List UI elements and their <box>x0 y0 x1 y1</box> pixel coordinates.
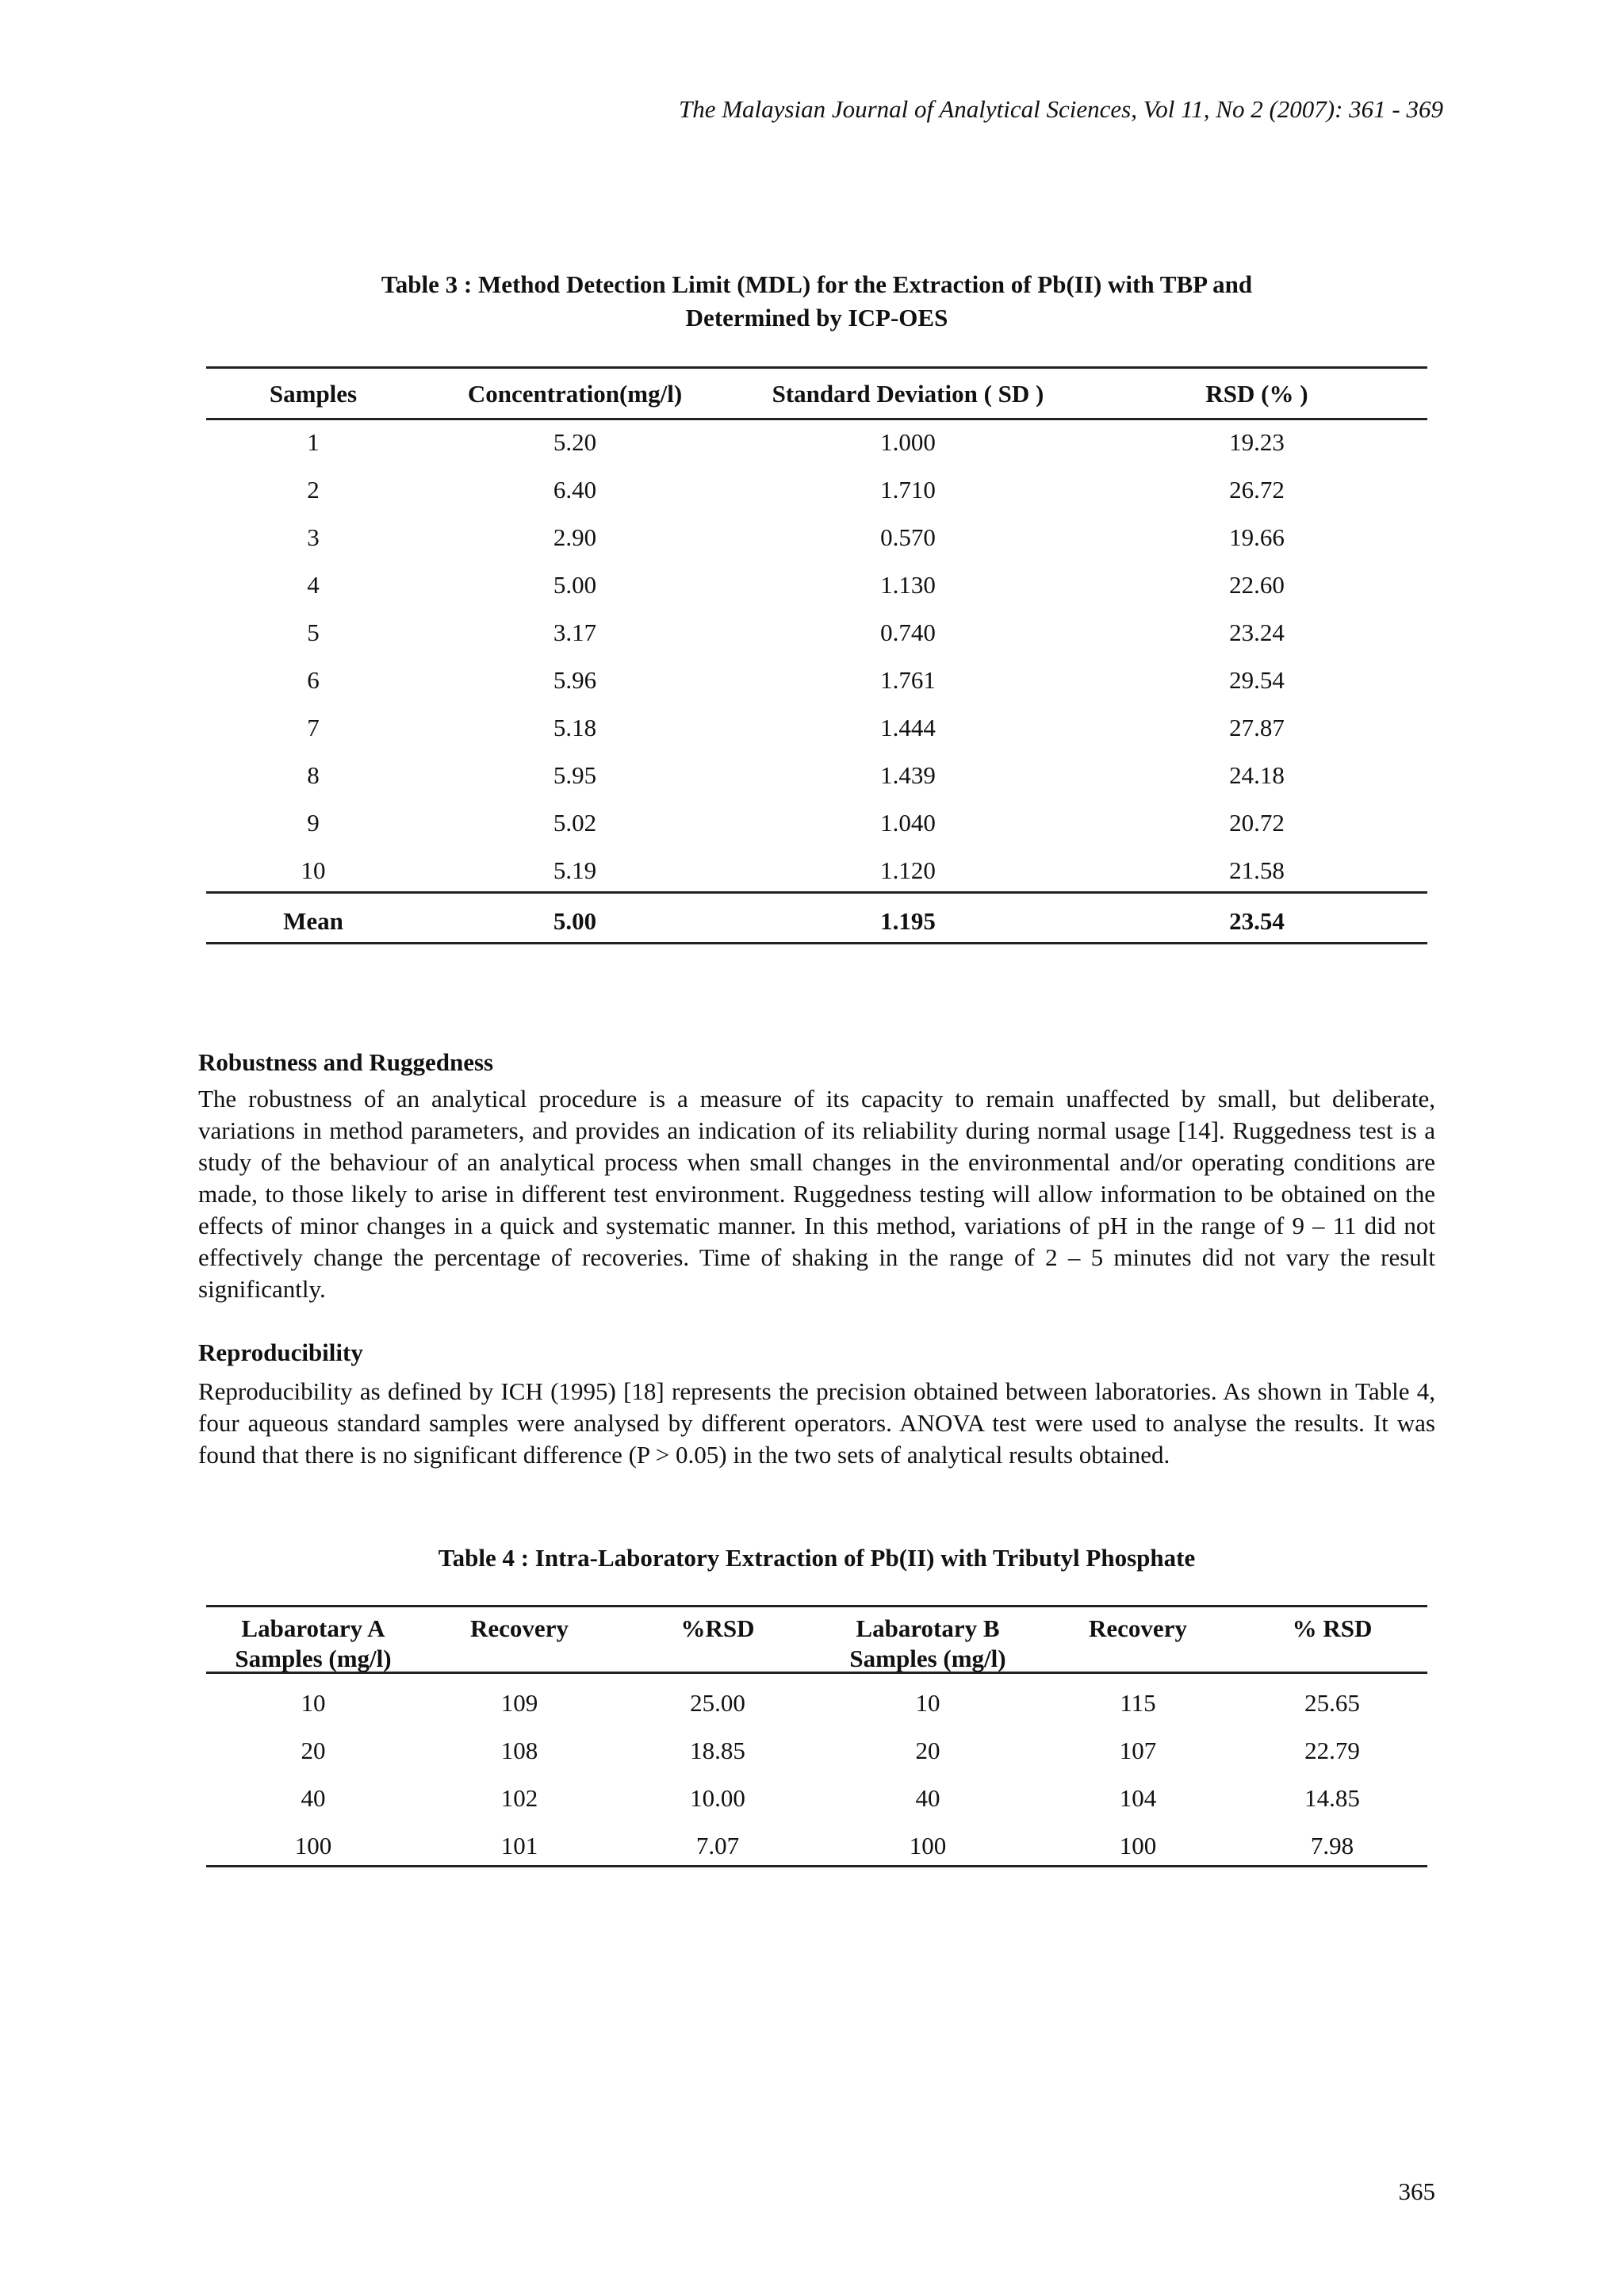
table-row <box>206 609 1427 657</box>
table3-caption-line1: Table 3 : Method Detection Limit (MDL) for the Extraction of Pb(II) with TBP and <box>381 270 1253 298</box>
table-cell: 18.85 <box>690 1737 745 1764</box>
header-line: Samples (mg/l) <box>235 1645 392 1672</box>
table-cell: 0.570 <box>880 523 936 551</box>
table3-top-rule <box>206 366 1427 369</box>
header-line <box>1237 1644 1427 1674</box>
table-cell: 6 <box>307 666 320 694</box>
header-line: Labarotary B <box>856 1614 1000 1642</box>
table-row <box>206 1775 1427 1822</box>
table-cell: 1.120 <box>880 856 936 884</box>
journal-header: The Malaysian Journal of Analytical Sciences, Vol 11, No 2 (2007): 361 - 369 <box>678 95 1443 123</box>
table-cell: 1 <box>307 428 320 456</box>
table4-col-lab-b-samples <box>817 1608 1039 1679</box>
table-row <box>206 657 1427 704</box>
table3-caption <box>206 268 1427 335</box>
table3-col-concentration: Concentration(mg/l) <box>467 380 683 408</box>
table-cell: 14.85 <box>1304 1784 1360 1812</box>
table-cell: 5.02 <box>553 809 597 837</box>
table-cell: 23.24 <box>1229 618 1285 646</box>
table-cell: 10.00 <box>690 1784 745 1812</box>
table3-mean-row <box>206 894 1427 945</box>
table-cell: Mean <box>283 907 343 935</box>
table-cell: 3 <box>307 523 320 551</box>
table-cell: 19.23 <box>1229 428 1285 456</box>
header-line: Recovery <box>470 1614 569 1642</box>
table-row <box>206 561 1427 609</box>
table-cell: 25.65 <box>1304 1689 1360 1717</box>
table-cell: 7.98 <box>1310 1832 1354 1859</box>
table-cell: 104 <box>1119 1784 1157 1812</box>
header-line <box>619 1644 817 1674</box>
table-cell: 29.54 <box>1229 666 1285 694</box>
table-cell: 5.00 <box>553 571 597 599</box>
table-cell: 109 <box>500 1689 538 1717</box>
table-cell: 8 <box>307 761 320 789</box>
header-line: %RSD <box>680 1614 755 1642</box>
table-cell: 25.00 <box>690 1689 745 1717</box>
table-row <box>206 1822 1427 1870</box>
reproducibility-paragraph: Reproducibility as defined by ICH (1995) [18] represents the precision obtained between laboratories. As shown in Table 4, four aqueous standard samples were analysed by different operators. ANOVA test were used to analyse the results. It was found that there is no significant difference (P > 0.05) in the two sets of analytical results obtained. <box>198 1377 1435 1469</box>
table-cell: 1.130 <box>880 571 936 599</box>
table4-header-row <box>206 1608 1427 1679</box>
table3-col-samples: Samples <box>269 380 358 408</box>
table-row <box>206 1727 1427 1775</box>
table-cell: 5.19 <box>553 856 597 884</box>
table-cell: 100 <box>294 1832 332 1859</box>
table4-col-recovery-a <box>420 1608 619 1679</box>
table-cell: 5.95 <box>553 761 597 789</box>
table-cell: 10 <box>915 1689 940 1717</box>
table-cell: 3.17 <box>553 618 597 646</box>
table-cell: 107 <box>1119 1737 1157 1764</box>
table-cell: 27.87 <box>1229 714 1285 741</box>
table-cell: 10 <box>301 1689 326 1717</box>
reproducibility-heading: Reproducibility <box>198 1338 363 1366</box>
table-row <box>206 752 1427 799</box>
robustness-paragraph: The robustness of an analytical procedure is a measure of its capacity to remain unaffected by small, but deliberate, variations in method parameters, and provides an indication of its reliability during normal usage [14]. Ruggedness test is a study of the behaviour of an analytical process when small changes in the environmental and/or operating conditions are made, to those likely to arise in different test environment. Ruggedness testing will allow information to be obtained on the effects of minor changes in a quick and systematic manner. In this method, variations of pH in the range of 9 – 11 did not effectively change the percentage of recoveries. Time of shaking in the range of 2 – 5 minutes did not vary the result significantly. <box>198 1085 1435 1303</box>
header-line: % RSD <box>1292 1614 1373 1642</box>
table-cell: 1.710 <box>880 476 936 504</box>
table-cell: 2 <box>307 476 320 504</box>
table-row <box>206 799 1427 847</box>
table-cell: 5.00 <box>553 907 597 935</box>
table-cell: 102 <box>500 1784 538 1812</box>
table-cell: 9 <box>307 809 320 837</box>
table-cell: 20 <box>915 1737 940 1764</box>
table-row <box>206 847 1427 894</box>
table-cell: 23.54 <box>1229 907 1285 935</box>
table-cell: 1.000 <box>880 428 936 456</box>
table-row <box>206 466 1427 514</box>
table-cell: 40 <box>915 1784 940 1812</box>
table-cell: 0.740 <box>880 618 936 646</box>
table-cell: 108 <box>500 1737 538 1764</box>
table-cell: 24.18 <box>1229 761 1285 789</box>
table-cell: 5.18 <box>553 714 597 741</box>
table4-caption: Table 4 : Intra-Laboratory Extraction of Pb(II) with Tributyl Phosphate <box>438 1544 1196 1572</box>
header-line: Recovery <box>1089 1614 1187 1642</box>
header-line: Samples (mg/l) <box>849 1645 1006 1672</box>
table-cell: 20.72 <box>1229 809 1285 837</box>
table-cell: 7 <box>307 714 320 741</box>
table4 <box>206 1608 1427 1870</box>
table4-col-rsd-b <box>1237 1608 1427 1679</box>
table-cell: 5.96 <box>553 666 597 694</box>
table-cell: 20 <box>301 1737 326 1764</box>
header-line: Labarotary A <box>241 1614 385 1642</box>
table-row <box>206 704 1427 752</box>
table3-col-rsd: RSD (% ) <box>1205 380 1308 408</box>
table3-col-sd: Standard Deviation ( SD ) <box>772 380 1044 408</box>
table-cell: 1.444 <box>880 714 936 741</box>
table-cell: 10 <box>301 856 326 884</box>
table-cell: 1.040 <box>880 809 936 837</box>
table-row <box>206 1679 1427 1727</box>
table-cell: 1.439 <box>880 761 936 789</box>
table-cell: 7.07 <box>695 1832 740 1859</box>
table4-col-rsd-a <box>619 1608 817 1679</box>
table3-header-row <box>206 370 1427 419</box>
table-cell: 5 <box>307 618 320 646</box>
table-cell: 40 <box>301 1784 326 1812</box>
page-number: 365 <box>1398 2177 1435 2205</box>
header-line <box>420 1644 619 1674</box>
table-row <box>206 514 1427 561</box>
table-cell: 5.20 <box>553 428 597 456</box>
robustness-heading: Robustness and Ruggedness <box>198 1048 494 1076</box>
table3-caption-line2: Determined by ICP-OES <box>685 304 948 331</box>
table3 <box>206 370 1427 945</box>
table4-col-recovery-b <box>1039 1608 1237 1679</box>
header-line <box>1039 1644 1237 1674</box>
table-cell: 100 <box>909 1832 947 1859</box>
table-cell: 6.40 <box>553 476 597 504</box>
table4-top-rule <box>206 1605 1427 1607</box>
table-cell: 101 <box>500 1832 538 1859</box>
table-cell: 26.72 <box>1229 476 1285 504</box>
table-row <box>206 419 1427 466</box>
table-cell: 19.66 <box>1229 523 1285 551</box>
table-cell: 4 <box>307 571 320 599</box>
table-cell: 21.58 <box>1229 856 1285 884</box>
table-cell: 1.761 <box>880 666 936 694</box>
table-cell: 2.90 <box>553 523 597 551</box>
table-cell: 115 <box>1120 1689 1156 1717</box>
table4-col-lab-a-samples <box>206 1608 420 1679</box>
table-cell: 22.79 <box>1304 1737 1360 1764</box>
table-cell: 22.60 <box>1229 571 1285 599</box>
table-cell: 1.195 <box>880 907 936 935</box>
table-cell: 100 <box>1119 1832 1157 1859</box>
